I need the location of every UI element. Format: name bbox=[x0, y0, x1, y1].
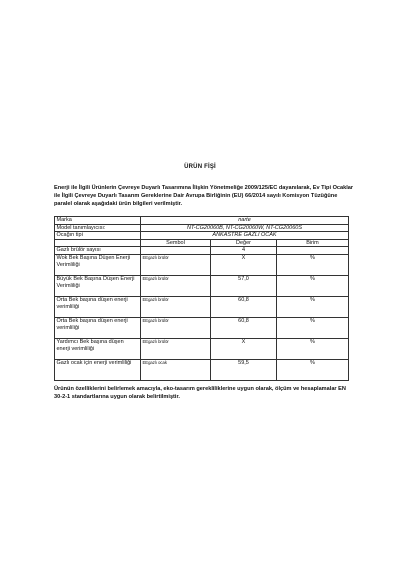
row-unit: % bbox=[277, 254, 349, 275]
table-header-row bbox=[55, 239, 349, 247]
table-row-hob-type bbox=[55, 232, 349, 240]
burner-count-label: Gazlı brülör sayısı bbox=[55, 247, 141, 255]
burner-count-value: 4 bbox=[211, 247, 277, 255]
document-title: ÜRÜN FİŞİ bbox=[184, 164, 216, 170]
header-symbol: Sembol bbox=[141, 239, 211, 247]
row-label: Wok Bek Başına Düşen Enerji Verimliliği bbox=[55, 254, 141, 275]
row-symbol: EEgazlı brülör bbox=[141, 275, 211, 296]
brand-label: Marka bbox=[55, 217, 141, 225]
intro-paragraph: Enerji ile İlgili Ürünlerin Çevreye Duyarlı Tasarımına İlişkin Yönetmeliğe 2009/125/EC dayanılarak, Ev Tipi Ocaklar ile İlgili Çevreye Duyarlı Tasarım Gereklerine Dair Avrupa Birliğinin (EU) 66/2014 sayılı Komisyon Tüzüğüne paralel olarak aşağıdaki ürün bilgileri verilmiştir. bbox=[54, 185, 354, 207]
row-value: X bbox=[211, 254, 277, 275]
footer-paragraph: Ürünün özelliklerini belirlemek amacıyla, eko-tasarım gerekliliklerine uygun olarak, ölçüm ve hesaplamalar EN 30-2-1 standartlarına uygun olarak belirtilmiştir. bbox=[54, 386, 346, 400]
row-value: 60,8 bbox=[211, 317, 277, 338]
row-value: 60,8 bbox=[211, 296, 277, 317]
row-symbol: EEgazlı ocak bbox=[141, 359, 211, 380]
row-unit: % bbox=[277, 317, 349, 338]
row-symbol: EEgazlı brülör bbox=[141, 338, 211, 359]
row-label: Gazlı ocak için enerji verimliliği bbox=[55, 359, 141, 380]
row-symbol: EEgazlı brülör bbox=[141, 317, 211, 338]
table-row bbox=[55, 359, 349, 380]
row-symbol: EEgazlı brülör bbox=[141, 296, 211, 317]
header-unit: Birim bbox=[277, 239, 349, 247]
brand-value: narte bbox=[141, 217, 349, 225]
table-row bbox=[55, 275, 349, 296]
row-label: Orta Bek başına düşen enerji verimliliği bbox=[55, 317, 141, 338]
table-row bbox=[55, 254, 349, 275]
burner-count-unit bbox=[277, 247, 349, 255]
row-value: 57,0 bbox=[211, 275, 277, 296]
row-label: Yardımcı Bek başına düşen enerji verimliliği bbox=[55, 338, 141, 359]
table-row bbox=[55, 296, 349, 317]
row-symbol: EEgazlı brülör bbox=[141, 254, 211, 275]
row-label: Büyük Bek Başına Düşen Enerji Verimliliği bbox=[55, 275, 141, 296]
row-value: 59,5 bbox=[211, 359, 277, 380]
model-label: Model tanımlayıcısı: bbox=[55, 224, 141, 232]
header-value: Değer bbox=[211, 239, 277, 247]
table-row bbox=[55, 338, 349, 359]
product-info-table bbox=[54, 216, 349, 381]
table-row bbox=[55, 317, 349, 338]
row-unit: % bbox=[277, 338, 349, 359]
table-row-model bbox=[55, 224, 349, 232]
burner-count-symbol bbox=[141, 247, 211, 255]
row-unit: % bbox=[277, 296, 349, 317]
header-empty-cell bbox=[55, 239, 141, 247]
hob-type-label: Ocağın tipi bbox=[55, 232, 141, 240]
table-row-burner-count bbox=[55, 247, 349, 255]
row-label: Orta Bek başına düşen enerji verimliliği bbox=[55, 296, 141, 317]
row-unit: % bbox=[277, 275, 349, 296]
hob-type-value: ANKASTRE GAZLI OCAK bbox=[141, 232, 349, 240]
row-value: X bbox=[211, 338, 277, 359]
model-value: NT-CG20060B, NT-CG20060W, NT-CG20060S bbox=[141, 224, 349, 232]
table-row-brand bbox=[55, 217, 349, 225]
row-unit: % bbox=[277, 359, 349, 380]
